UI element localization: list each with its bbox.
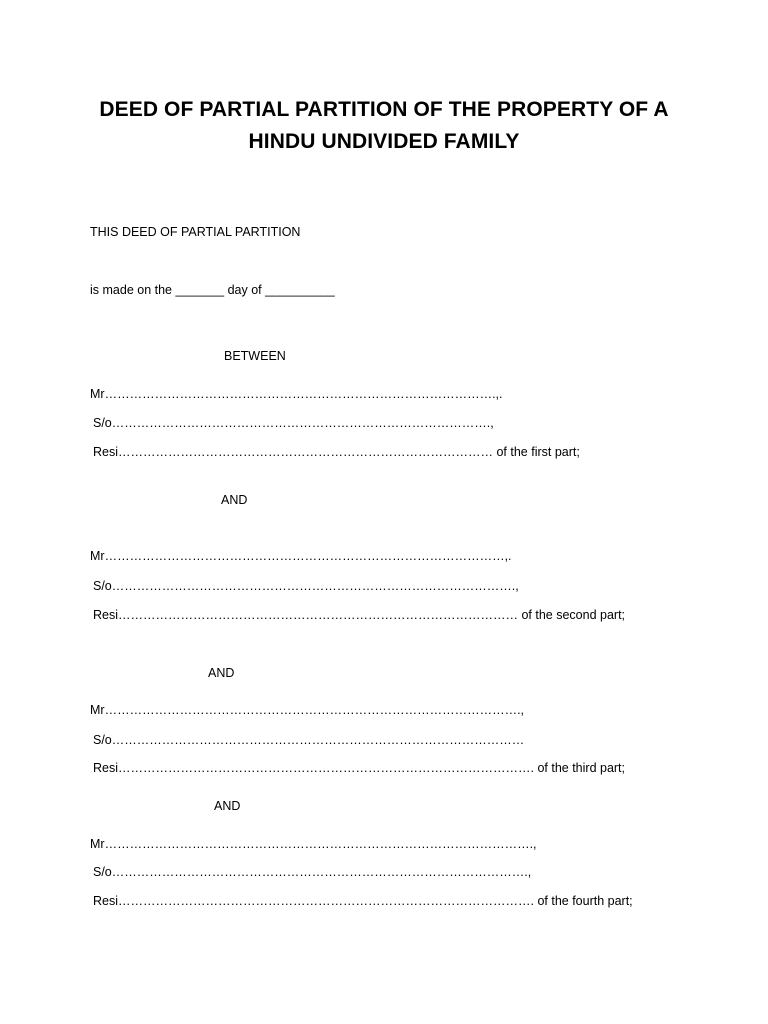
party-1-residence: Resi……………………………………………………………………………… of the first part; (93, 445, 580, 459)
party-4-name: Mr…………………………………………………………………………………………., (90, 837, 537, 851)
party-3-son-of: S/o……………………………………………………………………………………… (93, 733, 525, 747)
party-4-residence: Resi………………………………………………………………………………………. of the fourth part; (93, 894, 633, 908)
and-label-3: AND (214, 799, 241, 813)
between-label: BETWEEN (224, 349, 286, 363)
party-3-residence: Resi………………………………………………………………………………………. of the third part; (93, 761, 626, 775)
party-2-name: Mr……………………………………………………………………………………,. (90, 549, 512, 563)
party-2-son-of: S/o……………………………………………………………………………………., (93, 579, 519, 593)
and-label-1: AND (221, 493, 248, 507)
party-2-residence: Resi…………………………………………………………………………………… of the second part; (93, 608, 626, 622)
party-4-son-of: S/o………………………………………………………………………………………., (93, 865, 532, 879)
party-1-son-of: S/o………………………………………………………………………………., (93, 416, 494, 430)
party-3-name: Mr………………………………………………………………………………………., (90, 703, 525, 717)
title-line-2: HINDU UNDIVIDED FAMILY (248, 130, 520, 153)
title-line-1: DEED OF PARTIAL PARTITION OF THE PROPERTY OF A (99, 98, 669, 121)
made-on-text: is made on the _______ day of __________ (90, 283, 335, 297)
document-title (0, 94, 768, 158)
party-1-name: Mr………………………………………………………………………………….,. (90, 387, 503, 401)
intro-text: THIS DEED OF PARTIAL PARTITION (90, 225, 301, 239)
and-label-2: AND (208, 666, 235, 680)
